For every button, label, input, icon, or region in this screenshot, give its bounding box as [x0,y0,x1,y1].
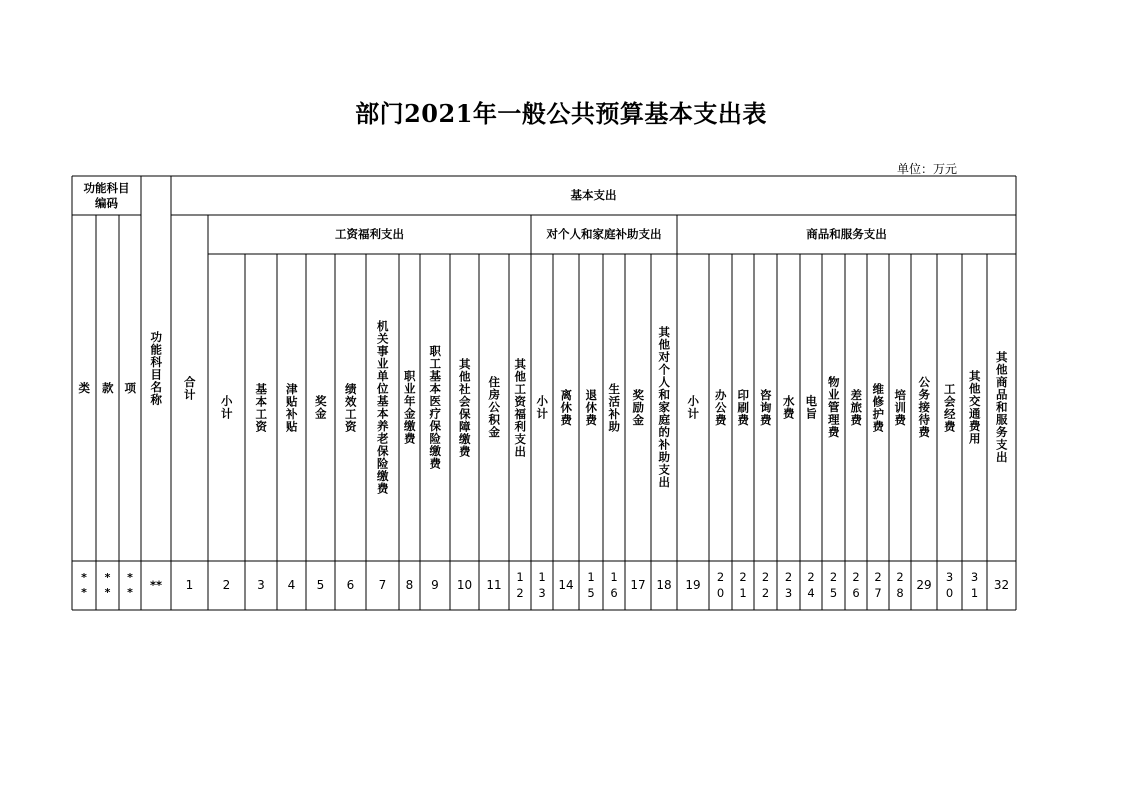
header-basic-expenditure: 基本支出 [570,188,617,203]
column-header: 其他商品和服务支出 [994,351,1009,464]
header-goods-group: 商品和服务支出 [806,227,887,242]
column-header: 培训费 [893,388,908,427]
code-cell: 14 [558,578,574,592]
column-header: 类 [77,381,92,395]
code-cell: ** [149,578,163,593]
column-header: 奖励金 [631,388,646,427]
column-header: 奖金 [313,395,328,420]
column-header: 咨询费 [758,388,773,427]
header-func-code: 功能科目编码 [83,181,130,210]
column-header: 物业管理费 [826,376,841,439]
column-header: 印刷费 [736,388,751,427]
code-cell: 15 [587,569,595,600]
column-header: 基本工资 [254,382,269,433]
code-cell: 10 [456,578,473,592]
column-header: 合计 [182,375,197,401]
code-cell: 6 [346,578,355,592]
column-header: 其他社会保障缴费 [457,357,472,458]
column-header: 项 [123,381,138,395]
column-header: 功能科目名称 [149,331,164,406]
column-header: 小计 [219,395,234,420]
code-cell: 21 [739,569,747,600]
column-header: 其他交通费用 [967,370,982,445]
column-header: 小计 [686,395,701,420]
code-cell: 24 [807,569,815,600]
column-header: 办公费 [713,388,728,427]
code-cell: 25 [829,569,838,600]
code-cell: 30 [945,569,954,600]
code-cell: 23 [784,569,793,600]
header-wage-group: 工资福利支出 [335,227,404,242]
header-personal-group: 对个人和家庭补助支出 [546,227,662,242]
column-header: 工会经费 [942,382,957,433]
column-header: 退休费 [584,388,599,427]
code-cell: 17 [630,578,646,592]
code-cell: 31 [970,569,979,600]
column-header: 维修护费 [871,382,886,433]
code-cell: 27 [874,569,882,600]
code-cell: 1 [185,578,194,592]
column-header: 津贴补贴 [284,382,299,433]
page-title: 部门2021年一般公共预算基本支出表 [355,99,767,128]
code-cell: 18 [656,578,672,592]
code-cell: 8 [405,578,414,592]
column-header: 小计 [535,395,550,420]
column-header: 职业年金缴费 [402,370,417,445]
code-cell: 12 [516,569,524,600]
column-header: 绩效工资 [343,382,358,433]
column-header: 款 [100,381,115,395]
code-cell: 29 [916,578,932,592]
code-cell: 11 [486,578,502,592]
code-cell: 5 [316,578,325,592]
column-header: 职工基本医疗保险缴费 [428,345,443,470]
column-header: 离休费 [559,388,574,427]
code-cell: 20 [716,569,725,600]
column-header: 生活补助 [607,382,622,433]
column-header: 水费 [781,395,796,420]
unit-label: 单位：万元 [897,162,958,176]
code-cell: 9 [431,578,439,592]
column-header: 其他对个人和家庭的补助支出 [657,326,672,489]
code-cell: 3 [257,578,265,592]
column-header: 电旨 [804,395,819,420]
column-header: 住房公积金 [487,376,502,439]
column-header: 差旅费 [849,388,864,427]
code-cell: 13 [538,569,546,600]
column-header: 其他工资福利支出 [513,357,528,458]
code-cell: 19 [685,578,701,592]
code-cell: 7 [378,578,387,592]
code-cell: 28 [896,569,904,600]
code-cell: ** [81,571,87,599]
column-header: 机关事业单位基本养老保险缴费 [375,320,390,495]
code-cell: ** [104,571,111,599]
code-cell: 4 [287,578,296,592]
code-cell: ** [127,571,133,599]
code-cell: 2 [222,578,231,592]
code-cell: 16 [610,569,618,600]
column-header: 公务接待费 [917,376,932,439]
code-cell: 26 [852,569,860,600]
code-cell: 32 [993,578,1010,592]
code-cell: 22 [761,569,770,600]
